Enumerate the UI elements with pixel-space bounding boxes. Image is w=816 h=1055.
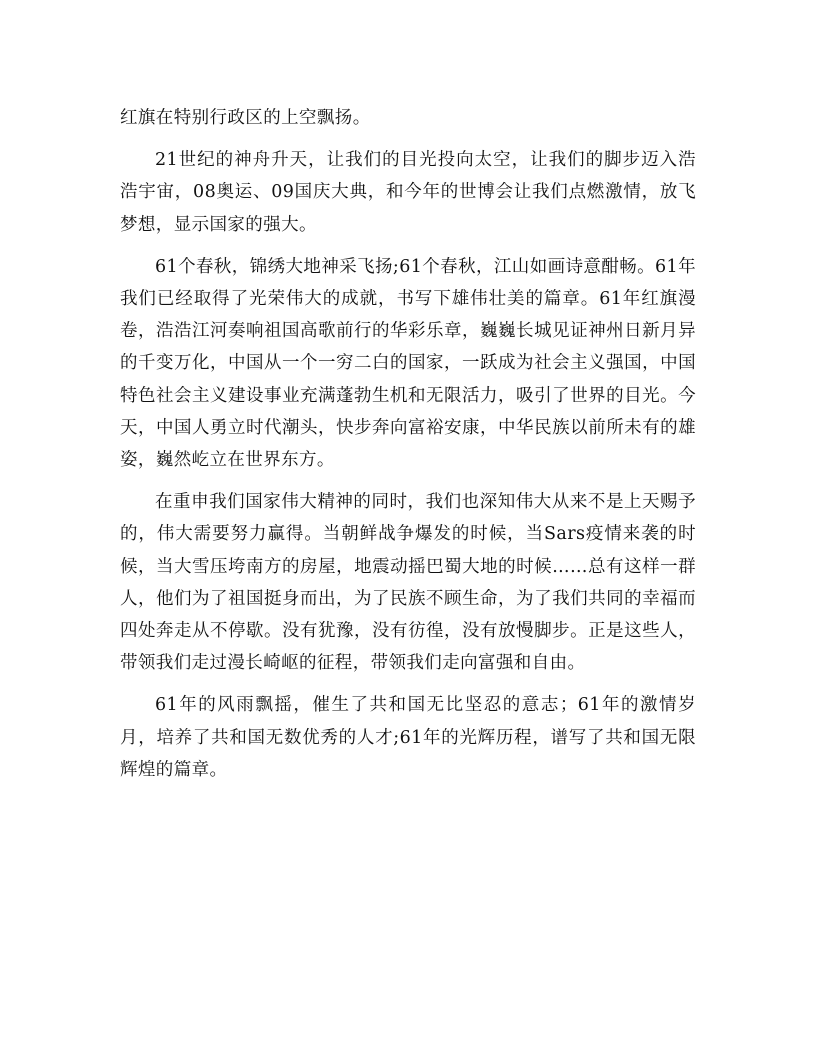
paragraph-3: 61个春秋，锦绣大地神采飞扬;61个春秋，江山如画诗意酣畅。61年我们已经取得了光荣伟大的成就，书写下雄伟壮美的篇章。61年红旗漫卷，浩浩江河奏响祖国高歌前行的华彩乐章，巍巍长城见证神州日新月异的千变万化，中国从一个一穷二白的国家，一跃成为社会主义强国，中国特色社会主义建设事业充满蓬勃生机和无限活力，吸引了世界的目光。今天，中国人勇立时代潮头，快步奔向富裕安康，中华民族以前所未有的雄姿，巍然屹立在世界东方。: [120, 256, 696, 471]
paragraph-5: 61年的风雨飘摇，催生了共和国无比坚忍的意志；61年的激情岁月，培养了共和国无数优秀的人才;61年的光辉历程，谱写了共和国无限辉煌的篇章。: [120, 695, 696, 780]
paragraph-4: 在重申我们国家伟大精神的同时，我们也深知伟大从来不是上天赐予的，伟大需要努力赢得。当朝鲜战争爆发的时候，当Sars疫情来袭的时候，当大雪压垮南方的房屋，地震动摇巴蜀大地的时候……总有这样一群人，他们为了祖国挺身而出，为了民族不顾生命，为了我们共同的幸福而四处奔走从不停歇。没有犹豫，没有彷徨，没有放慢脚步。正是这些人，带领我们走过漫长崎岖的征程，带领我们走向富强和自由。: [120, 492, 696, 674]
paragraph-1: 红旗在特别行政区的上空飘扬。: [120, 108, 371, 128]
paragraph-2: 21世纪的神舟升天，让我们的目光投向太空，让我们的脚步迈入浩浩宇宙，08奥运、09国庆大典，和今年的世博会让我们点燃激情，放飞梦想，显示国家的强大。: [120, 150, 696, 235]
document-body: [120, 102, 696, 796]
